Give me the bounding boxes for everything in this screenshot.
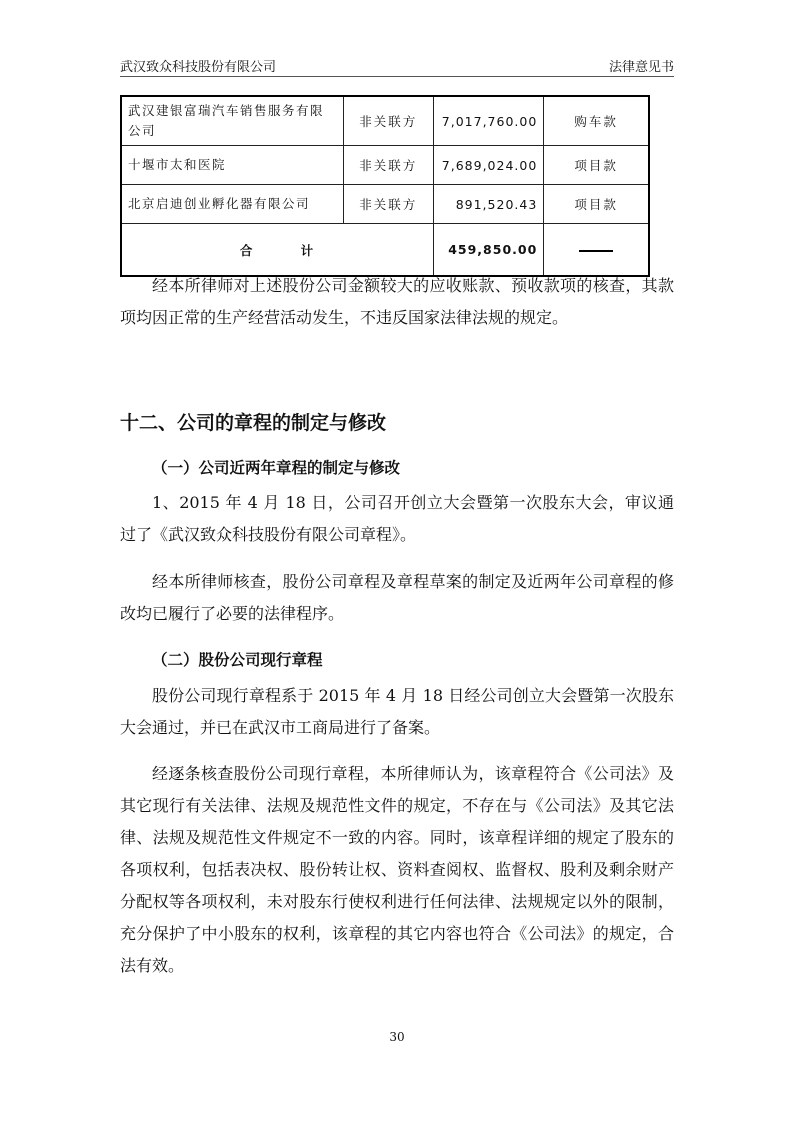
paragraph: 股份公司现行章程系于 2015 年 4 月 18 日经公司创立大会暨第一次股东大会通过，并已在武汉市工商局进行了备案。	[120, 686, 674, 737]
cell-type: 项目款	[544, 185, 649, 224]
total-type-cell	[544, 224, 649, 277]
subsection-heading-2: （二）股份公司现行章程	[152, 651, 323, 669]
cell-amount: 7,017,760.00	[434, 96, 544, 146]
cell-name: 武汉建银富瑞汽车销售服务有限公司	[121, 96, 343, 146]
table-row	[121, 185, 649, 224]
receivables-table	[120, 95, 650, 277]
table-total-row	[121, 224, 649, 277]
header-company: 武汉致众科技股份有限公司	[120, 60, 277, 75]
page-header	[120, 54, 674, 77]
cell-type: 购车款	[544, 96, 649, 146]
cell-name: 十堰市太和医院	[121, 146, 343, 185]
cell-relation: 非关联方	[343, 185, 433, 224]
cell-relation: 非关联方	[343, 96, 433, 146]
total-amount: 459,850.00	[434, 224, 544, 277]
review-paragraph: 经本所律师对上述股份公司金额较大的应收账款、预收款项的核查，其款项均因正常的生产经营活动发生，不违反国家法律法规的规定。	[120, 276, 674, 327]
section-heading: 十二、公司的章程的制定与修改	[120, 412, 387, 434]
table-row	[121, 146, 649, 185]
paragraph: 经本所律师核查，股份公司章程及章程草案的制定及近两年公司章程的修改均已履行了必要的法律程序。	[120, 572, 674, 623]
cell-amount: 891,520.43	[434, 185, 544, 224]
cell-relation: 非关联方	[343, 146, 433, 185]
subsection-heading-1: （一）公司近两年章程的制定与修改	[152, 459, 401, 477]
paragraph: 经逐条核查股份公司现行章程，本所律师认为，该章程符合《公司法》及其它现行有关法律、法规及规范性文件的规定，不存在与《公司法》及其它法律、法规及规范性文件规定不一致的内容。同时，该章程详细的规定了股东的各项权利，包括表决权、股份转让权、资料查阅权、监督权、股利及剩余财产分配权等各项权利，未对股东行使权利进行任何法律、法规规定以外的限制，充分保护了中小股东的权利，该章程的其它内容也符合《公司法》的规定，合法有效。	[120, 764, 674, 975]
cell-name: 北京启迪创业孵化器有限公司	[121, 185, 343, 224]
page-number: 30	[389, 1030, 405, 1044]
total-label: 合 计	[121, 224, 434, 277]
cell-amount: 7,689,024.00	[434, 146, 544, 185]
header-doc-type: 法律意见书	[608, 60, 674, 75]
table-row	[121, 96, 649, 146]
dash-mark	[579, 250, 613, 252]
cell-type: 项目款	[544, 146, 649, 185]
paragraph: 1、2015 年 4 月 18 日，公司召开创立大会暨第一次股东大会，审议通过了《武汉致众科技股份有限公司章程》。	[120, 493, 674, 544]
